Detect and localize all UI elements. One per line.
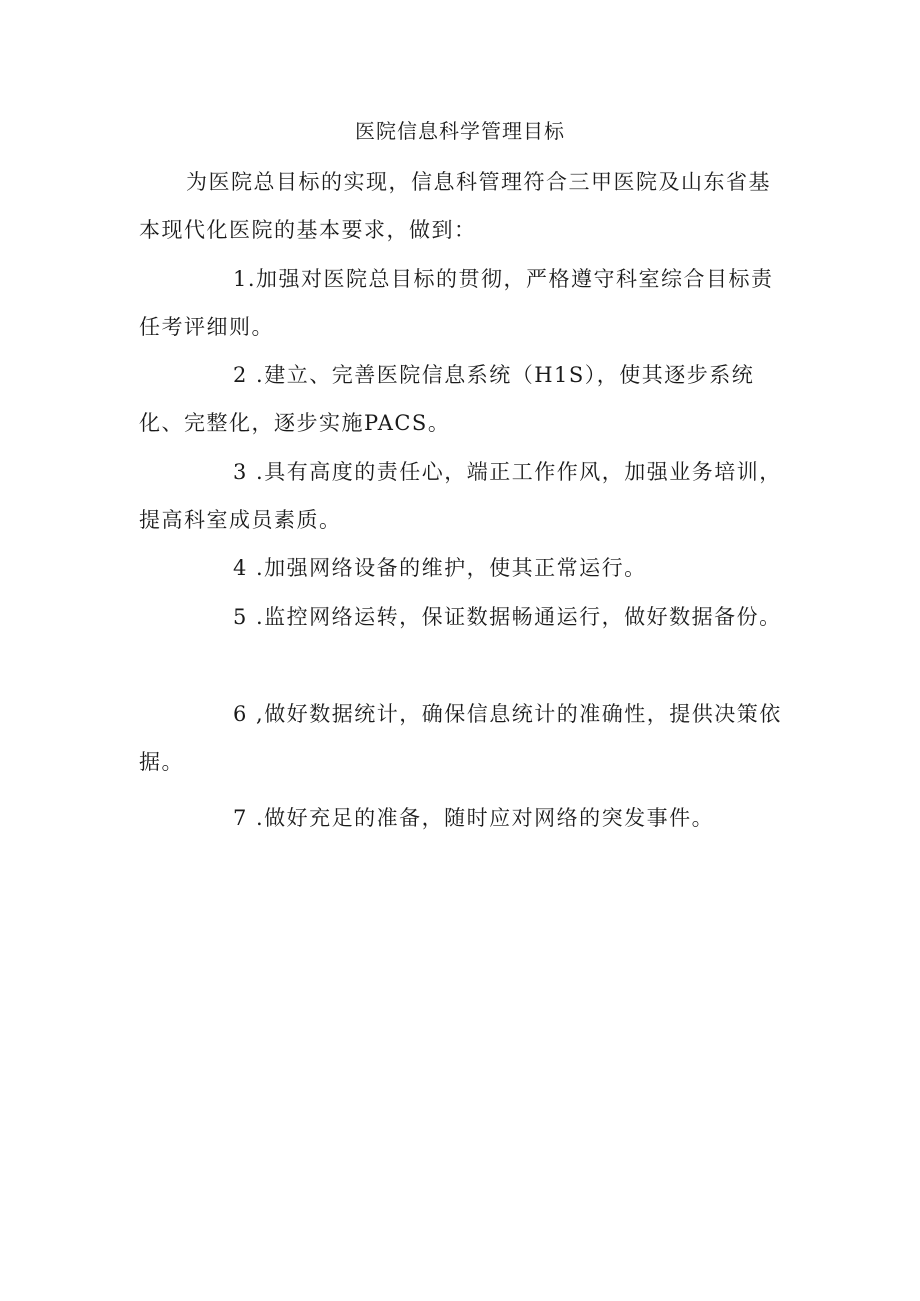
item-number: 3	[233, 460, 248, 484]
list-item-4	[139, 544, 789, 592]
list-item-7	[139, 794, 789, 842]
item-text: .做好充足的准备，随时应对网络的突发事件。	[256, 806, 715, 830]
item-number: 5	[233, 605, 248, 629]
item-number: 2	[233, 363, 248, 387]
item-text: .建立、完善医院信息系统（H1S），使其逐步系统化、完整化，逐步实施PACS。	[139, 363, 755, 435]
item-text: .监控网络运转，保证数据畅通运行，做好数据备份。	[256, 605, 782, 629]
item-number: 1	[233, 267, 248, 291]
item-text: ,做好数据统计，确保信息统计的准确性，提供决策依据。	[139, 702, 782, 774]
item-number: 4	[233, 556, 248, 580]
item-number: 6	[233, 702, 248, 726]
item-text: .具有高度的责任心，端正工作作风，加强业务培训，提高科室成员素质。	[139, 460, 782, 532]
list-item-2	[139, 351, 789, 447]
item-number: 7	[233, 806, 248, 830]
list-item-6	[139, 690, 789, 786]
item-text: .加强对医院总目标的贯彻，严格遵守科室综合目标责任考评细则。	[139, 267, 774, 339]
list-item-5	[139, 593, 789, 641]
list-item-1	[139, 255, 789, 351]
list-item-3	[139, 448, 789, 544]
intro-paragraph: 为医院总目标的实现，信息科管理符合三甲医院及山东省基本现代化医院的基本要求，做到：	[139, 170, 771, 242]
item-text: .加强网络设备的维护，使其正常运行。	[256, 556, 647, 580]
document-title: 医院信息科学管理目标	[355, 119, 565, 143]
